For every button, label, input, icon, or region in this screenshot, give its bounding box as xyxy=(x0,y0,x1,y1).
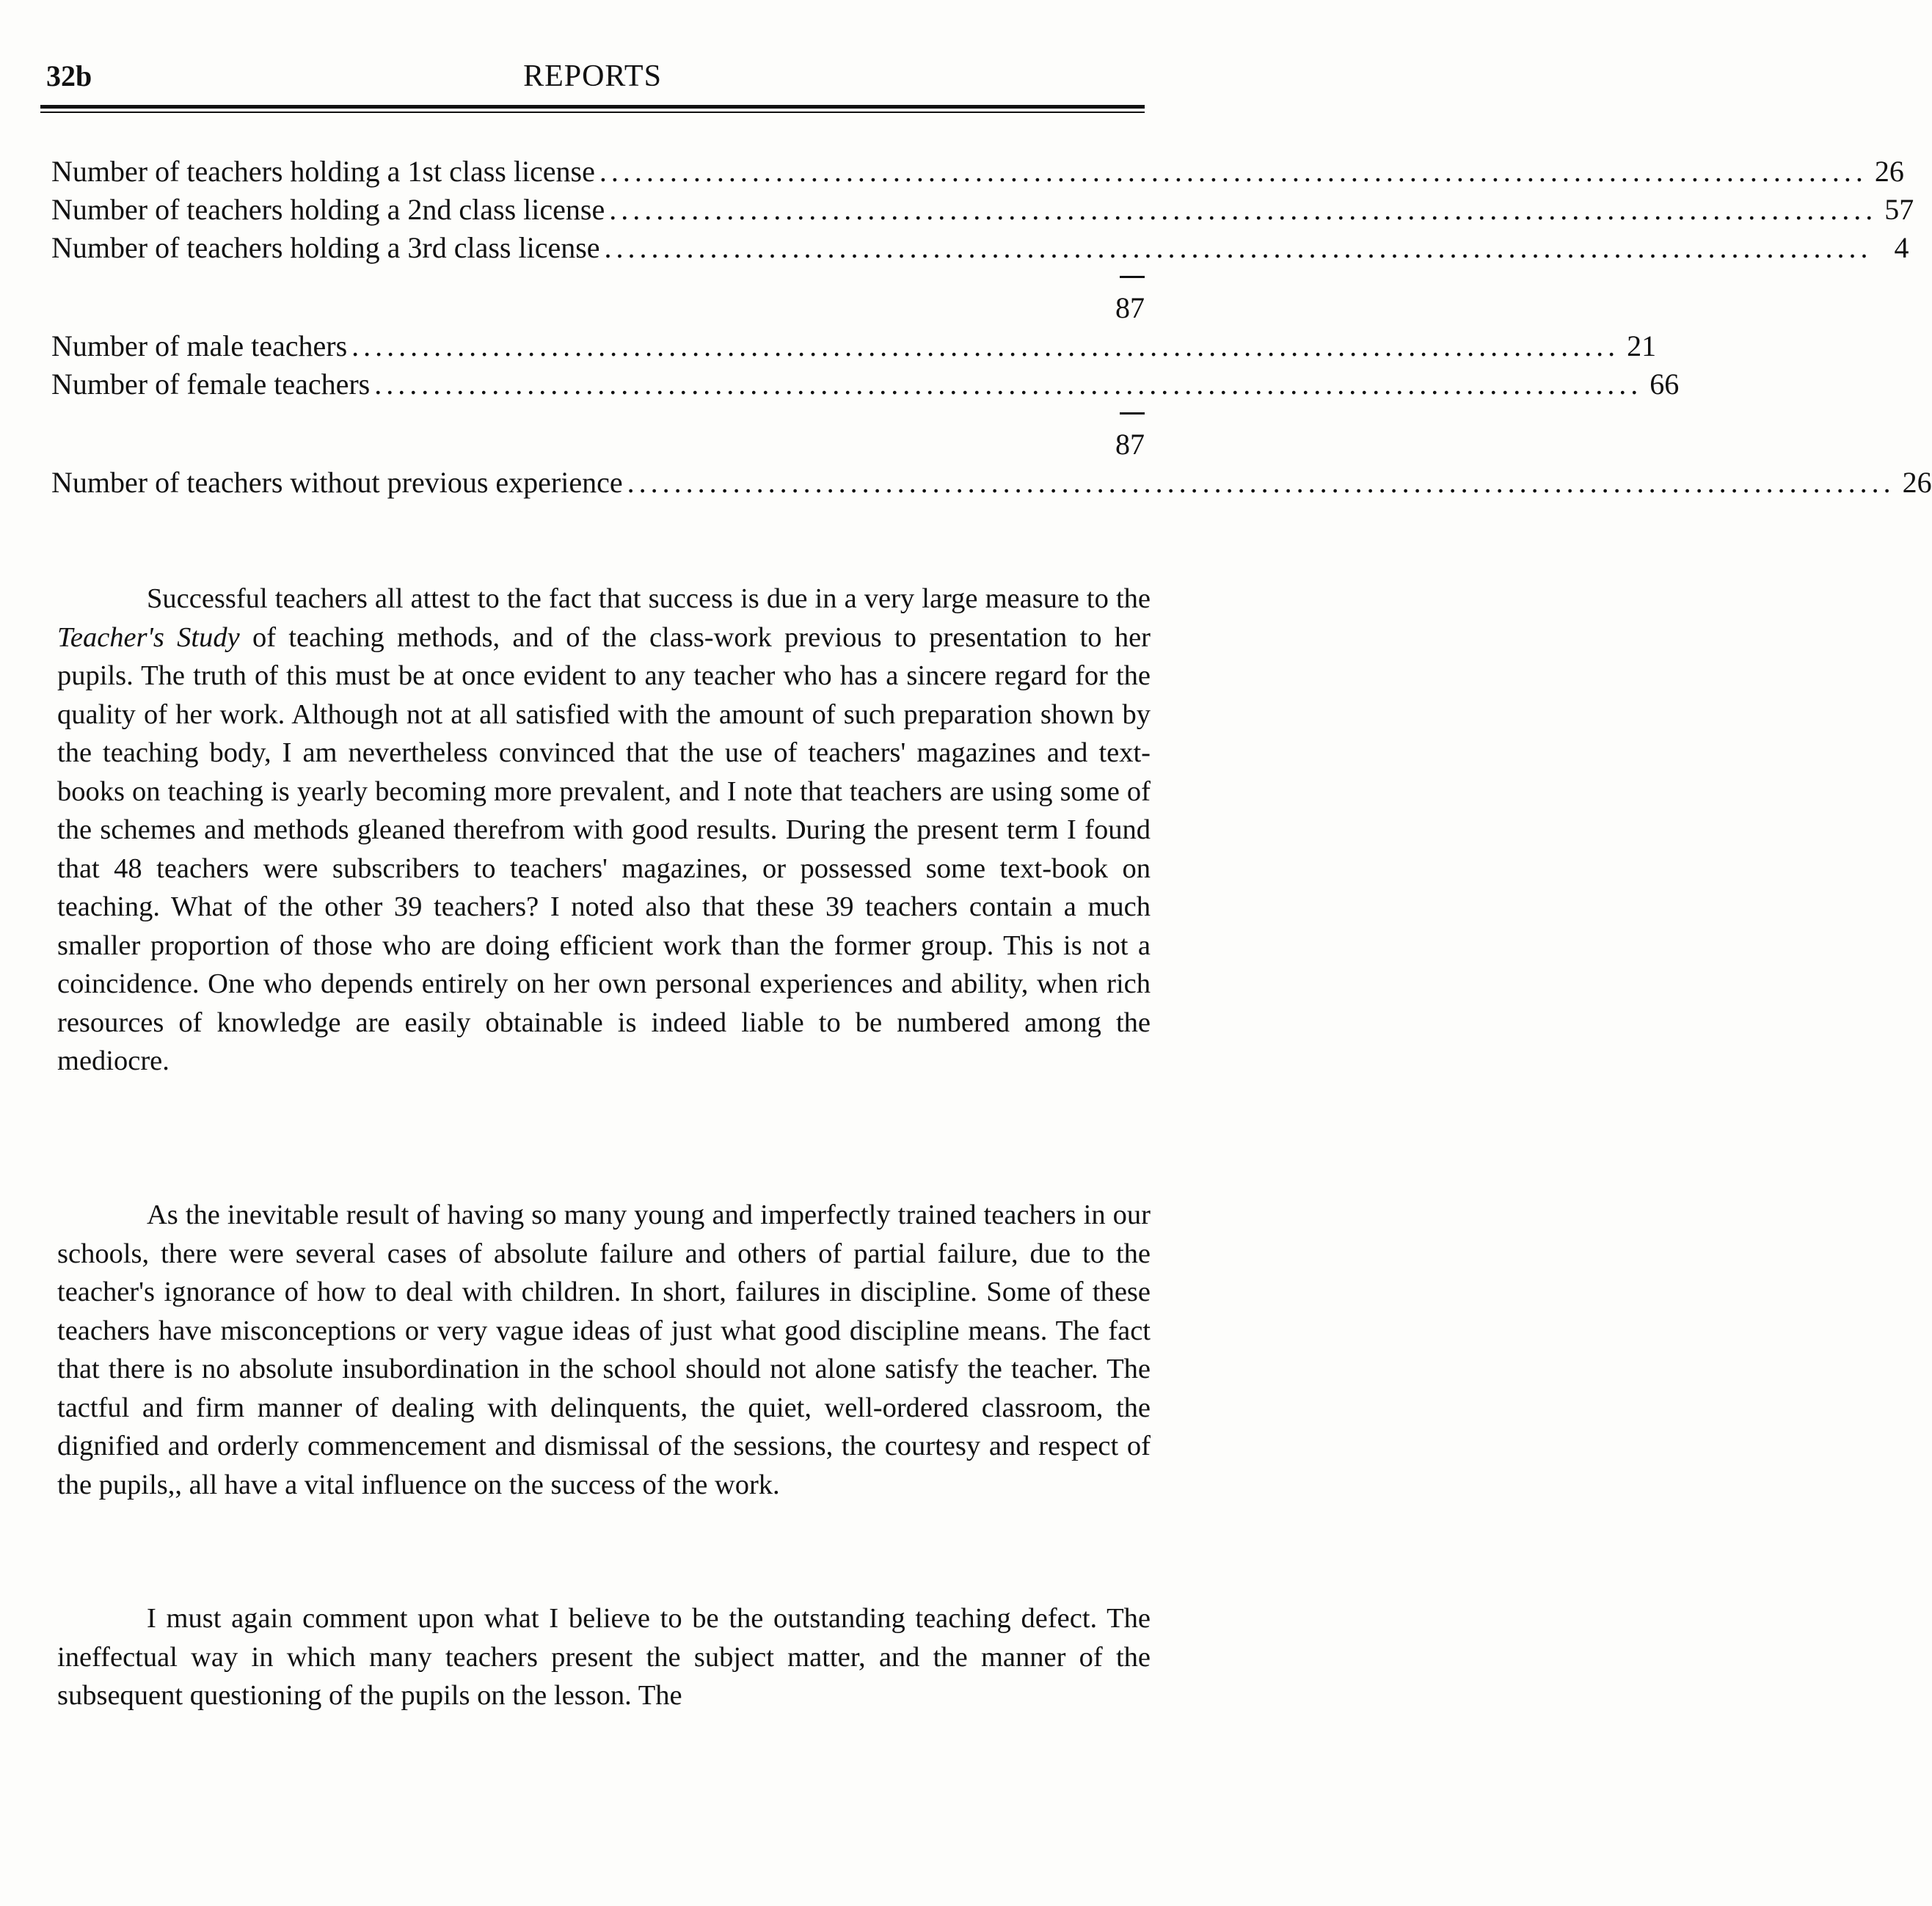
dot-leader: ............................................................................................................ xyxy=(627,466,1895,499)
running-title: REPORTS xyxy=(523,59,662,93)
stat-value: 57 xyxy=(1884,193,1914,226)
stat-label: Number of female teachers xyxy=(51,368,371,401)
paragraph-text-run: Successful teachers all attest to the fact that success is due in a very large measure to the xyxy=(147,583,1151,614)
teacher-statistics xyxy=(51,153,1932,502)
stat-row xyxy=(51,229,1909,267)
emphasized-title: Teacher's Study xyxy=(57,621,240,653)
stat-label: Number of teachers without previous experience xyxy=(51,466,623,499)
stat-row xyxy=(51,153,1904,191)
dot-leader: ............................................................................................................ xyxy=(599,155,1867,188)
stat-value: 26 xyxy=(1874,155,1904,188)
dot-leader: ............................................................................................................ xyxy=(374,368,1643,401)
stat-row xyxy=(51,327,1657,365)
sum-rule xyxy=(51,267,1145,289)
sum-rule xyxy=(51,404,1145,426)
dot-leader: ............................................................................................................ xyxy=(609,193,1878,226)
stat-label: Number of teachers holding a 2nd class license xyxy=(51,193,605,226)
paragraph-text xyxy=(57,580,1151,1081)
stat-label: Number of teachers holding a 1st class license xyxy=(51,155,595,188)
paragraph xyxy=(57,1196,1151,1504)
stat-value: 4 xyxy=(1894,231,1909,264)
license-total: 87 xyxy=(1115,291,1145,324)
paragraph-text: I must again comment upon what I believe to be the outstanding teaching defect. The ineffectual way in which many teachers present the subject matter, and the manner of the subsequent questioning of the pupils on the lesson. The xyxy=(57,1603,1151,1711)
gender-total: 87 xyxy=(1115,428,1145,461)
header-rule-thin xyxy=(40,112,1145,113)
dot-leader: ............................................................................................................ xyxy=(351,329,1620,362)
page-number: 32b xyxy=(46,59,92,92)
stat-value: 26 xyxy=(1902,466,1932,499)
paragraph-text: As the inevitable result of having so many young and imperfectly trained teachers in our schools, there were several cases of absolute failure and others of partial failure, due to the teacher's ignorance of how to deal with children. In short, failures in discipline. Some of these teachers have misconceptions or very vague ideas of just what good discipline means. The fact that there is no absolute insubordination in the school should not alone satisfy the teacher. The tactful and firm manner of dealing with delinquents, the quiet, well-ordered classroom, the dignified and orderly commencement and dismissal of the sessions, the courtesy and respect of the pupils,, all have a vital influence on the success of the work. xyxy=(57,1200,1151,1500)
running-header xyxy=(40,51,1145,103)
stat-value: 21 xyxy=(1627,329,1657,362)
stat-label: Number of teachers holding a 3rd class license xyxy=(51,231,600,264)
stat-row xyxy=(51,191,1914,229)
header-rule-thick xyxy=(40,105,1145,109)
paragraph xyxy=(57,1599,1151,1715)
paragraph xyxy=(57,580,1151,1081)
stat-label: Number of male teachers xyxy=(51,329,348,362)
stat-row xyxy=(51,464,1932,502)
paragraph-text-run: of teaching methods, and of the class-work previous to presentation to her pupils. The truth of this must be at once evident to any teacher who has a sincere regard for the quality of her work. Although not at all satisfied with the amount of such preparation shown by the teaching body, I am nevertheless convinced that the use of teachers' magazines and text-books on teaching is yearly becoming more prevalent, and I note that teachers are using some of the schemes and methods gleaned therefrom with good results. During the present term I found that 48 teachers were subscribers to teachers' magazines, or possessed some text-book on teaching. What of the other 39 teachers? I noted also that these 39 teachers contain a much smaller proportion of those who are doing efficient work than the former group. This is not a coincidence. One who depends entirely on her own personal experiences and ability, when rich resources of knowledge are easily obtainable is indeed liable to be numbered among the mediocre. xyxy=(57,621,1151,1076)
dot-leader: ............................................................................................................ xyxy=(604,231,1873,264)
stat-row xyxy=(51,365,1680,404)
stat-value: 66 xyxy=(1650,368,1680,401)
